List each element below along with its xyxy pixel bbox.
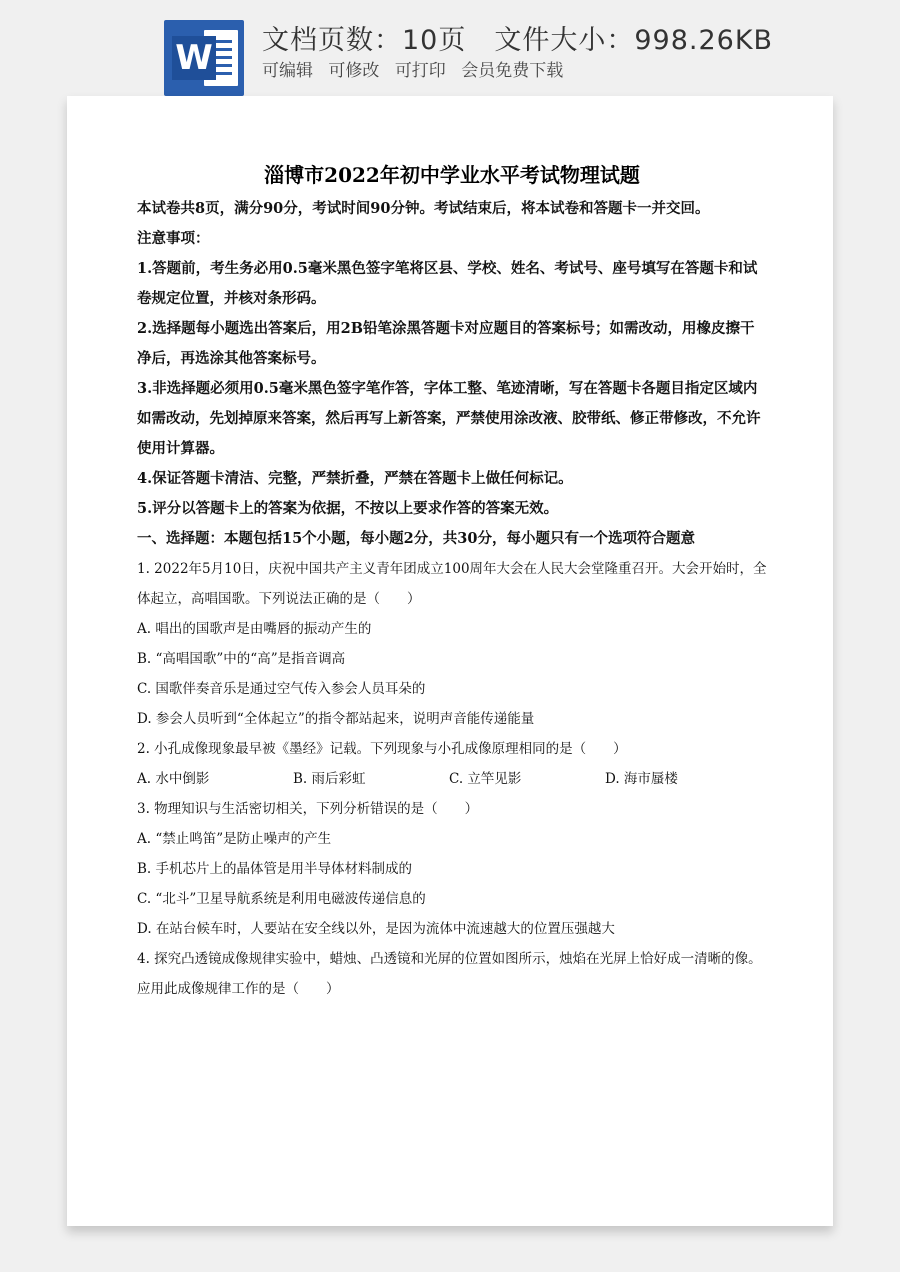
feature-member-download: 会员免费下载 [461, 61, 564, 81]
note-item: 3.非选择题必须用0.5毫米黑色签字笔作答，字体工整、笔迹清晰，写在答题卡各题目指定区域内如需改动，先划掉原来答案，然后再写上新答案，严禁使用涂改液、胶带纸、修正带修改，不允许使用计算器。 [137, 380, 761, 457]
question-1-option-a: A. 唱出的国歌声是由嘴唇的振动产生的 [137, 621, 372, 637]
question-2-stem: 2. 小孔成像现象最早被《墨经》记载。下列现象与小孔成像原理相同的是（ ） [137, 741, 627, 757]
feature-list [262, 56, 573, 81]
question-1-option-c: C. 国歌伴奏音乐是通过空气传入参会人员耳朵的 [137, 681, 426, 697]
notes-heading: 注意事项： [137, 230, 210, 247]
word-document-icon: W [164, 20, 244, 96]
question-2-option-b: B. 雨后彩虹 [293, 771, 366, 787]
question-3-option-a: A. “禁止鸣笛”是防止噪声的产生 [137, 831, 332, 847]
document-page [67, 96, 833, 1226]
question-3-option-d: D. 在站台候车时，人要站在安全线以外，是因为流体中流速越大的位置压强越大 [137, 921, 615, 937]
note-item: 5.评分以答题卡上的答案为依据，不按以上要求作答的答案无效。 [137, 500, 559, 517]
question-2-option-d: D. 海市蜃楼 [605, 771, 678, 787]
page-count: 文档页数：10页 [262, 25, 467, 56]
note-item: 4.保证答题卡清洁、完整，严禁折叠，严禁在答题卡上做任何标记。 [137, 470, 573, 487]
question-1-stem: 1. 2022年5月10日，庆祝中国共产主义青年团成立100周年大会在人民大会堂隆重召开。大会开始时，全体起立，高唱国歌。下列说法正确的是（ ） [137, 561, 767, 607]
note-item: 2.选择题每小题选出答案后，用2B铅笔涂黑答题卡对应题目的答案标号；如需改动，用橡皮擦干净后，再选涂其他答案标号。 [137, 320, 755, 367]
document-title: 淄博市2022年初中学业水平考试物理试题 [264, 163, 640, 187]
section-heading: 一、选择题：本题包括15个小题，每小题2分，共30分，每小题只有一个选项符合题意 [137, 530, 695, 547]
question-3-stem: 3. 物理知识与生活密切相关，下列分析错误的是（ ） [137, 801, 479, 817]
download-banner [0, 0, 900, 96]
question-2-option-a: A. 水中倒影 [137, 771, 210, 787]
question-3-option-c: C. “北斗”卫星导航系统是利用电磁波传递信息的 [137, 891, 426, 907]
file-size: 文件大小：998.26KB [494, 25, 774, 56]
question-2-options [137, 764, 767, 794]
question-2-option-c: C. 立竿见影 [449, 771, 522, 787]
note-item: 1.答题前，考生务必用0.5毫米黑色签字笔将区县、学校、姓名、考试号、座号填写在答题卡和试卷规定位置，并核对条形码。 [137, 260, 758, 307]
document-content [137, 160, 767, 1004]
question-4-stem: 4. 探究凸透镜成像规律实验中，蜡烛、凸透镜和光屏的位置如图所示，烛焰在光屏上恰好成一清晰的像。应用此成像规律工作的是（ ） [137, 951, 762, 997]
feature-editable: 可编辑 [262, 61, 313, 81]
feature-printable: 可打印 [394, 61, 446, 81]
question-3-option-b: B. 手机芯片上的晶体管是用半导体材料制成的 [137, 861, 413, 877]
question-1-option-d: D. 参会人员听到“全体起立”的指令都站起来，说明声音能传递能量 [137, 711, 535, 727]
question-1-option-b: B. “高唱国歌”中的“高”是指音调高 [137, 651, 346, 667]
intro-text: 本试卷共8页，满分90分，考试时间90分钟。考试结束后，将本试卷和答题卡一并交回。 [137, 200, 710, 217]
feature-modifiable: 可修改 [328, 61, 380, 81]
file-info [262, 18, 773, 57]
